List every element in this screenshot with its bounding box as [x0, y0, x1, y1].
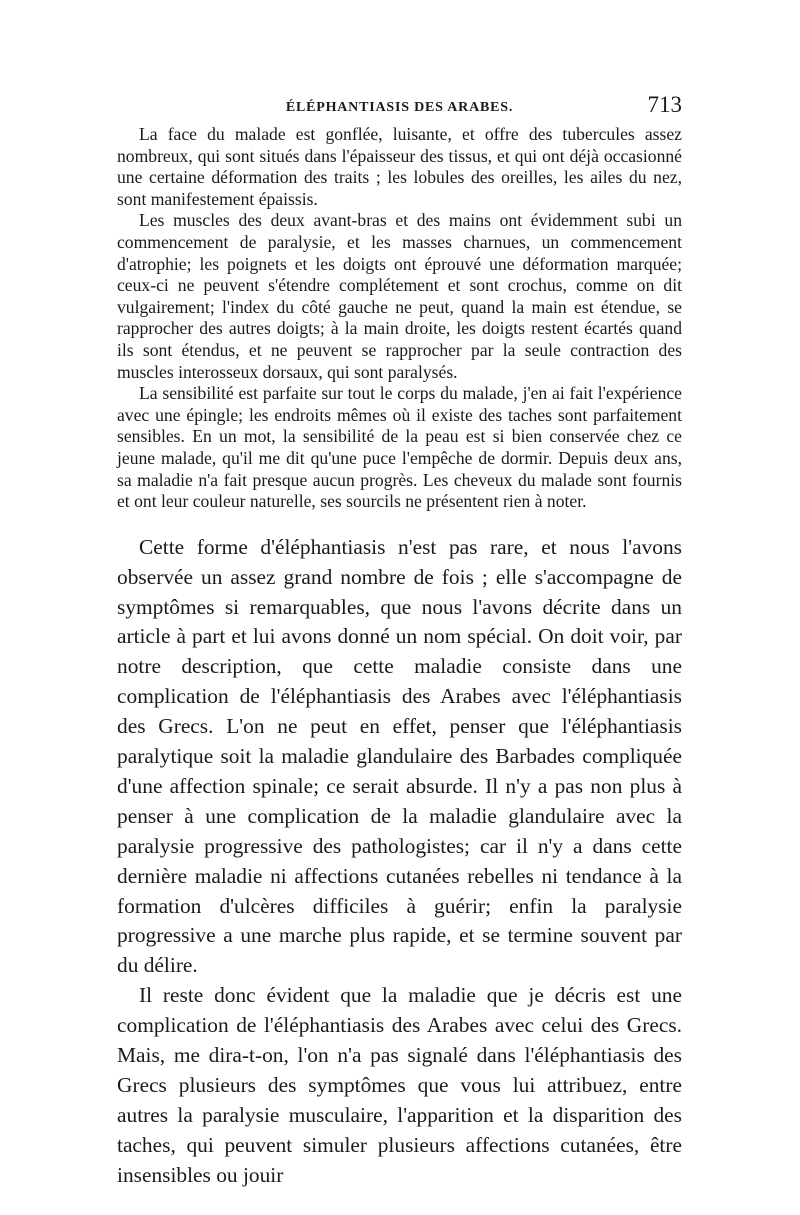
commentary-section: [117, 533, 682, 1191]
paragraph-complication: Il reste donc évident que la maladie que je décris est une complication de l'éléphantiasis des Arabes avec celui des Grecs. Mais, me dira-t-on, l'on n'a pas signalé dans l'éléphantiasis des Grecs plusieurs des symptômes que vous lui attribuez, entre autres la paralysie musculaire, l'apparition et la disparition des taches, qui peuvent simuler plusieurs affections cutanées, être insensibles ou jouir: [117, 983, 682, 1187]
small-print-section: [117, 124, 682, 513]
paragraph-face: La face du malade est gonflée, luisante, et offre des tubercules assez nombreux, qui sont situés dans l'épaisseur des tissus, et qui ont déjà occasionné une certaine déformation des traits ; les lobules des oreilles, les ailes du nez, sont manifestement épaissis.: [117, 124, 682, 209]
paragraph-muscles: Les muscles des deux avant-bras et des mains ont évidemment subi un commencement de paralysie, et les masses charnues, un commencement d'atrophie; les poignets et les doigts ont éprouvé une déformation marquée; ceux-ci ne peuvent s'étendre complétement et sont crochus, comme on dit vulgairement; l'index du côté gauche ne peut, quand la main est étendue, se rapprocher des autres doigts; à la main droite, les doigts restent écartés quand ils sont étendus, et ne peuvent se rapprocher par la seule contraction des muscles interosseux dorsaux, qui sont paralysés.: [117, 210, 682, 382]
paragraph-sensibility: La sensibilité est parfaite sur tout le corps du malade, j'en ai fait l'expérience avec une épingle; les endroits mêmes où il existe des taches sont parfaitement sensibles. En un mot, la sensibilité de la peau est si bien conservée chez ce jeune malade, qu'il me dit qu'une puce l'empêche de dormir. Depuis deux ans, sa maladie n'a fait presque aucun progrès. Les cheveux du malade sont fournis et ont leur couleur naturelle, ses sourcils ne présentent rien à noter.: [117, 383, 682, 512]
running-head: [117, 92, 682, 122]
page-number: 713: [647, 92, 682, 117]
paragraph-form: Cette forme d'éléphantiasis n'est pas rare, et nous l'avons observée un assez grand nombre de fois ; elle s'accompagne de symptômes si remarquables, que nous l'avons décrite dans un article à part et lui avons donné un nom spécial. On doit voir, par notre description, que cette maladie consiste dans une complication de l'éléphantiasis des Arabes avec l'éléphantiasis des Grecs. L'on ne peut en effet, penser que l'éléphantiasis paralytique soit la maladie glandulaire des Barbades compliquée d'une affection spinale; ce serait absurde. Il n'y a pas non plus à penser à une complication de la maladie glandulaire avec la paralysie progressive des pathologistes; car il n'y a dans cette dernière maladie ni affections cutanées rebelles ni tendance à la formation d'ulcères difficiles à guérir; enfin la paralysie progressive a une marche plus rapide, et se termine souvent par du délire.: [117, 534, 682, 978]
running-title: ÉLÉPHANTIASIS DES ARABES.: [285, 100, 514, 115]
book-page: [117, 92, 682, 1191]
